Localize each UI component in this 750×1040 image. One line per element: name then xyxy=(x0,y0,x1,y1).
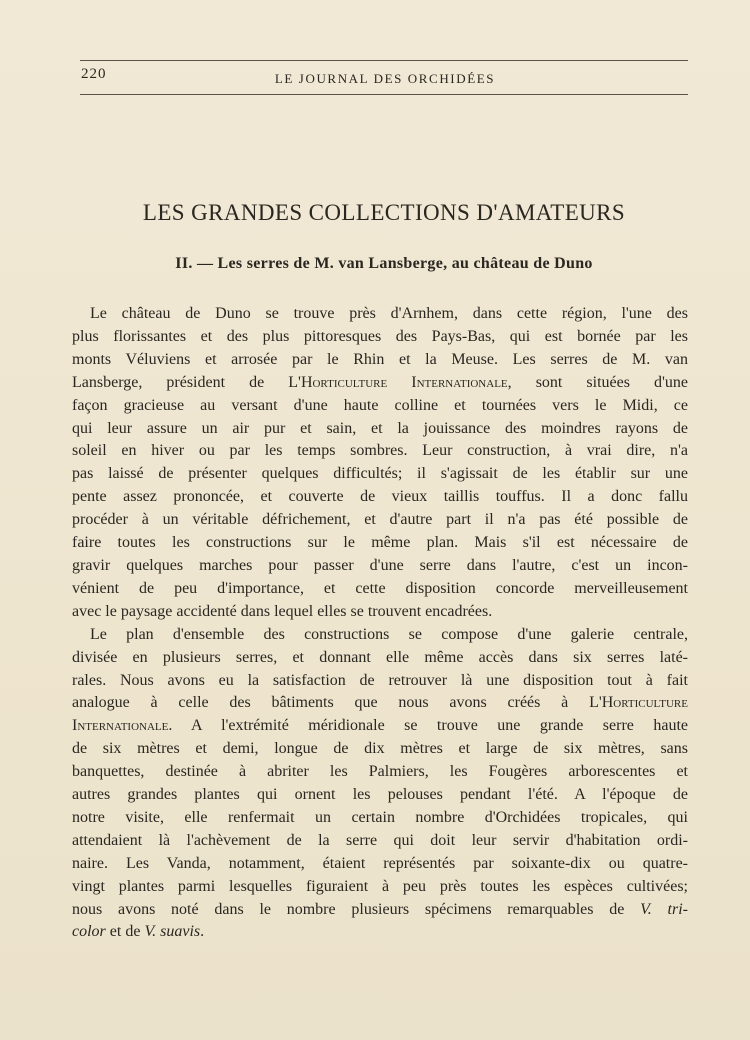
text-line: soleil en hiver ou par les temps sombres. Leur construction, à vrai dire, n'a xyxy=(72,442,688,460)
text-fragment: analogue à celle des bâtiments que nous avons créés à L' xyxy=(72,694,602,712)
text-line: pente assez prononcée, et couverte de vieux taillis touffus. Il a donc fallu xyxy=(72,488,688,506)
text-line: procéder à un véritable défrichement, et d'autre part il n'a pas été possible de xyxy=(72,511,688,529)
text-line xyxy=(72,692,688,715)
text-line: autres grandes plantes qui ornent les pelouses pendant l'été. A l'époque de xyxy=(72,786,688,804)
paragraph-1 xyxy=(72,303,688,624)
text-line: faire toutes les constructions sur le même plan. Mais s'il est nécessaire de xyxy=(72,534,688,552)
text-fragment: et de xyxy=(105,923,145,941)
text-line: monts Véluviens et arrosée par le Rhin et la Meuse. Les serres de M. van xyxy=(72,350,688,368)
text-line: de six mètres et demi, longue de dix mètres et large de six mètres, sans xyxy=(72,740,688,758)
text-line: vingt plantes parmi lesquelles figuraient à peu près toutes les espèces cultivées; xyxy=(72,877,688,895)
text-fragment: . A l'extrémité méridionale se trouve une grande serre haute xyxy=(168,717,688,735)
text-line xyxy=(72,372,688,395)
species-name: color xyxy=(72,923,106,941)
text-line xyxy=(72,715,688,738)
article-title: LES GRANDES COLLECTIONS D'AMATEURS xyxy=(142,200,626,225)
text-line: avec le paysage accidenté dans lequel elles se trouvent encadrées. xyxy=(72,602,493,620)
text-line: attendaient là l'achèvement de la serre qui doit leur servir d'habitation ordi- xyxy=(72,831,688,849)
text-line: divisée en plusieurs serres, et donnant elle même accès dans six serres laté- xyxy=(72,648,688,666)
header-rule-bottom xyxy=(80,94,688,95)
text-line: gravir quelques marches pour passer d'une serre dans l'autre, c'est un incon- xyxy=(72,556,688,574)
species-name: V. tri- xyxy=(640,900,689,918)
institution-name: Horticulture Internationale xyxy=(300,373,508,391)
paragraph-2 xyxy=(72,624,688,945)
text-line: Le château de Duno se trouve près d'Arnhem, dans cette région, l'une des xyxy=(90,305,688,322)
text-line: vénient de peu d'importance, et cette disposition concorde merveilleusement xyxy=(72,579,688,597)
text-line: banquettes, destinée à abriter les Palmiers, les Fougères arborescentes et xyxy=(72,763,688,781)
text-fragment: nous avons noté dans le nombre plusieurs spécimens remarquables de xyxy=(72,900,641,918)
text-line: façon gracieuse au versant d'une haute colline et tournées vers le Midi, ce xyxy=(72,396,688,414)
text-line xyxy=(72,899,688,922)
article-subtitle: II. — Les serres de M. van Lansberge, au château de Duno xyxy=(175,255,593,272)
text-fragment: , sont situées d'une xyxy=(507,373,689,391)
text-fragment: Lansberge, président de L' xyxy=(72,373,301,391)
species-name: V. suavis xyxy=(144,923,201,941)
text-line: Le plan d'ensemble des constructions se compose d'une galerie centrale, xyxy=(90,625,688,643)
page-number: 220 xyxy=(81,66,107,82)
text-line: naire. Les Vanda, notamment, étaient représentés par soixante-dix ou quatre- xyxy=(72,854,688,872)
text-line: pas laissé de présenter quelques difficultés; il s'agissait de les établir sur une xyxy=(72,465,688,483)
text-fragment: . xyxy=(200,923,205,941)
text-line: qui leur assure un air pur et sain, et la jouissance des moindres rayons de xyxy=(72,419,688,437)
institution-name: Horticulture xyxy=(601,694,688,712)
text-line: notre visite, elle renfermait un certain nombre d'Orchidées tropicales, qui xyxy=(72,808,688,826)
header-rule-top xyxy=(80,60,688,61)
text-line xyxy=(72,921,688,944)
running-head: LE JOURNAL DES ORCHIDÉES xyxy=(274,71,496,86)
text-line: rales. Nous avons eu la satisfaction de retrouver là une disposition tout à fait xyxy=(72,671,688,689)
text-line: plus florissantes et des plus pittoresques des Pays-Bas, qui est bornée par les xyxy=(72,327,688,345)
institution-name: Internationale xyxy=(72,717,169,735)
article-body xyxy=(72,303,688,944)
